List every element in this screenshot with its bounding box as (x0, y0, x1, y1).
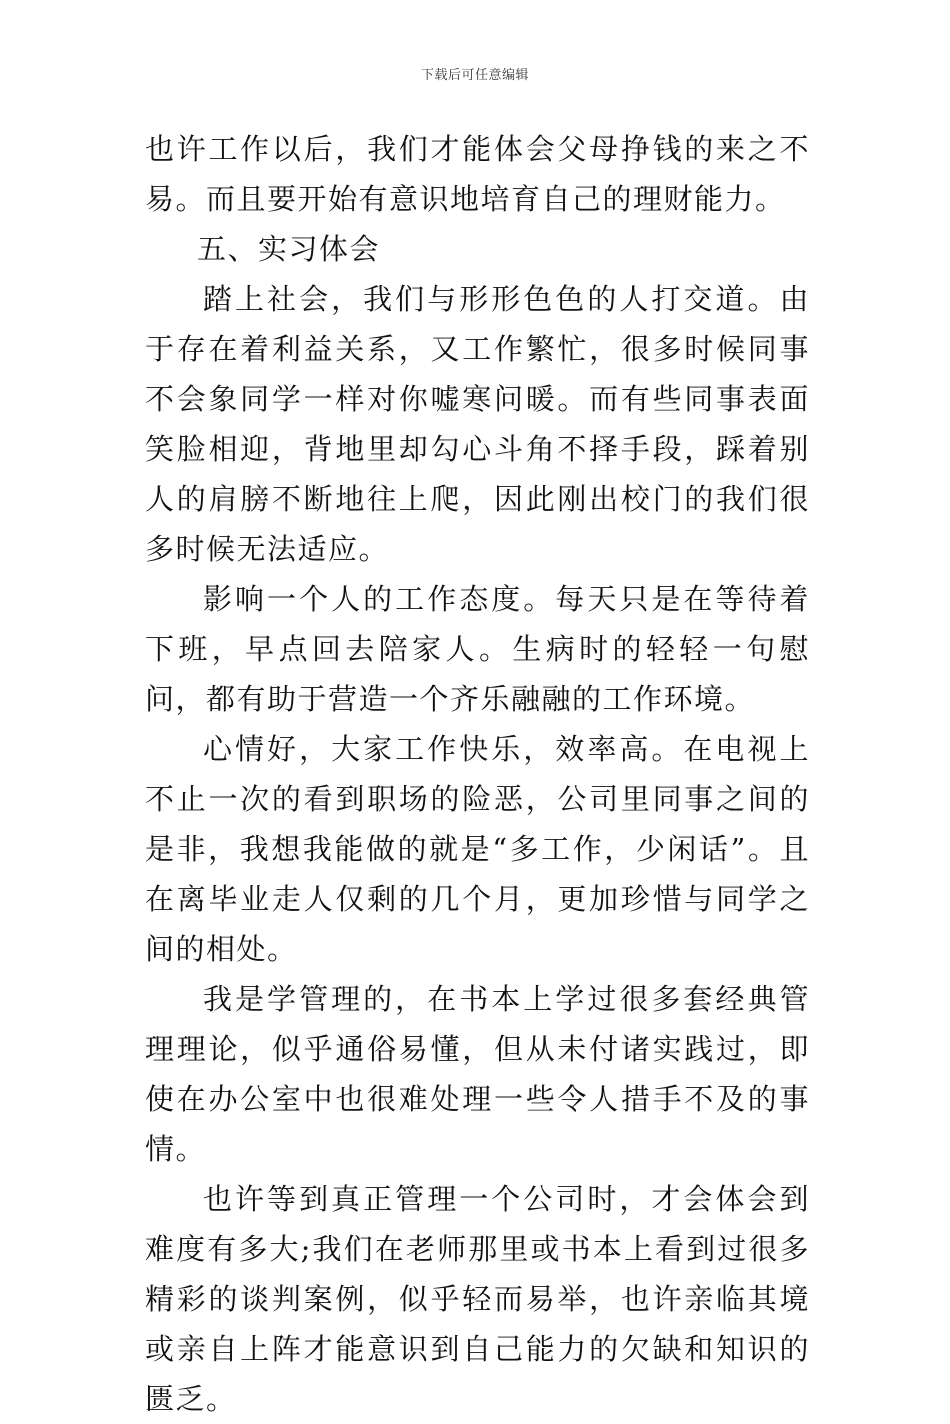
paragraph: 我是学管理的，在书本上学过很多套经典管理理论，似乎通俗易懂，但从未付诸实践过，即使在办公室中也很难处理一些令人措手不及的事情。 (145, 982, 810, 1166)
paragraph-continuation: 也许工作以后，我们才能体会父母挣钱的来之不易。而且要开始有意识地培育自己的理财能力。 (145, 132, 810, 216)
paragraph: 影响一个人的工作态度。每天只是在等待着下班，早点回去陪家人。生病时的轻轻一句慰问，都有助于营造一个齐乐融融的工作环境。 (145, 582, 810, 716)
section-heading: 五、实习体会 (197, 232, 381, 266)
document-body (145, 124, 810, 1424)
header-note: 下载后可任意编辑 (420, 68, 529, 83)
paragraph: 心情好，大家工作快乐，效率高。在电视上不止一次的看到职场的险恶，公司里同事之间的是非，我想我能做的就是“多工作，少闲话”。且在离毕业走人仅剩的几个月，更加珍惜与同学之间的相处。 (145, 732, 810, 966)
paragraph: 也许等到真正管理一个公司时，才会体会到难度有多大;我们在老师那里或书本上看到过很多精彩的谈判案例，似乎轻而易举，也许亲临其境或亲自上阵才能意识到自己能力的欠缺和知识的匮乏。 (145, 1182, 810, 1416)
paragraph: 踏上社会，我们与形形色色的人打交道。由于存在着利益关系，又工作繁忙，很多时候同事不会象同学一样对你嘘寒问暖。而有些同事表面笑脸相迎，背地里却勾心斗角不择手段，踩着别人的肩膀不断地往上爬，因此刚出校门的我们很多时候无法适应。 (145, 282, 810, 566)
